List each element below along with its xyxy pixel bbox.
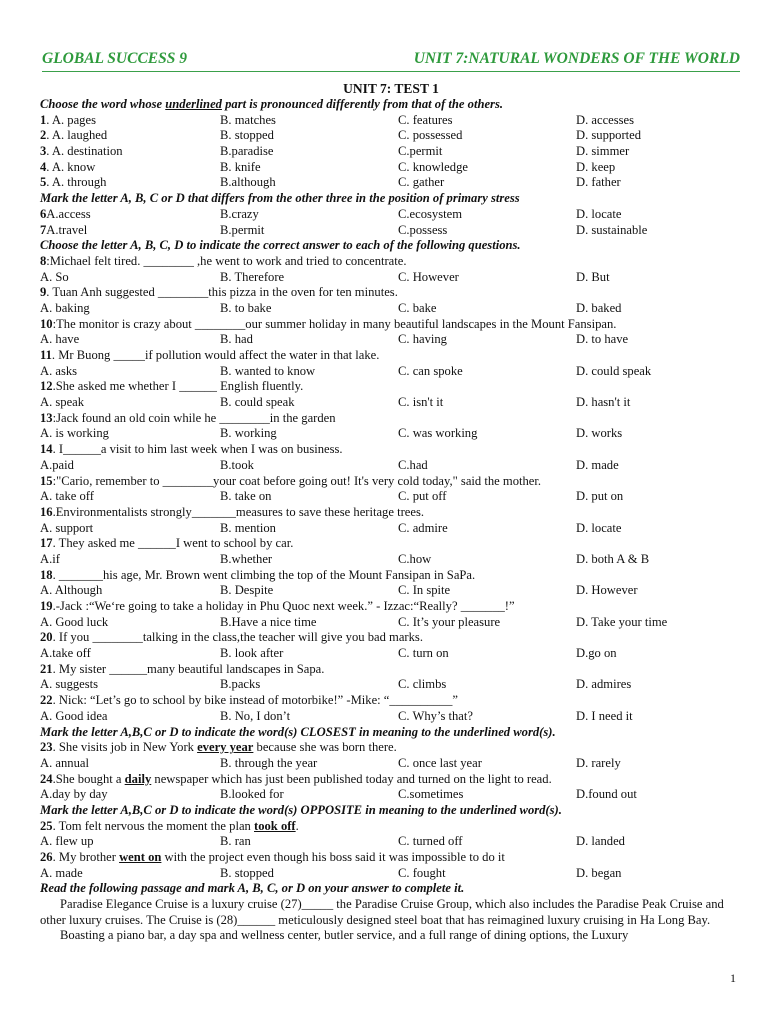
underlined-phrase: daily: [124, 771, 152, 786]
question-text: .Environmentalists strongly_______measures to save these heritage trees.: [52, 504, 425, 519]
option-b: B.crazy: [220, 206, 259, 221]
question-number: 2: [40, 128, 47, 143]
option-a: A.paid: [40, 457, 74, 472]
number-separator: .: [46, 112, 52, 127]
option-a: [40, 144, 123, 160]
question-stem: [40, 442, 742, 458]
options-row: [40, 583, 742, 599]
options-row: [40, 866, 742, 882]
question-text-after: because she was born there.: [253, 740, 397, 755]
option-b: B. had: [220, 332, 253, 347]
question-number: 11: [40, 348, 52, 362]
question-text-before: .She bought a: [52, 771, 125, 786]
question-number: 17: [40, 536, 53, 551]
question-number: 21: [40, 661, 53, 676]
option-b: B. through the year: [220, 755, 318, 770]
page-header: [42, 44, 740, 72]
options-row: [40, 834, 742, 850]
option-a: A. baking: [40, 300, 90, 315]
question-number: 13: [40, 410, 53, 425]
section-instruction-stress: Mark the letter A, B, C or D that differs from the other three in the position of primary stress: [40, 191, 520, 206]
question-number: 4: [40, 159, 47, 174]
option-b: B. Therefore: [220, 269, 285, 284]
question-text: :"Cario, remember to ________your coat before going out! It's very cold today," said the mother.: [52, 473, 542, 488]
option-d: D. accesses: [576, 112, 635, 127]
option-d: D.found out: [576, 787, 637, 802]
option-b: B. No, I don’t: [220, 708, 291, 723]
option-a: A. annual: [40, 755, 89, 770]
options-row: [40, 709, 742, 725]
option-b: B. ran: [220, 834, 251, 849]
pronunciation-questions: [40, 113, 742, 191]
question-number: 19: [40, 599, 53, 613]
number-separator: .: [46, 159, 52, 174]
option-a: A. take off: [40, 489, 94, 504]
question-text-before: . My brother: [52, 850, 120, 864]
option-a: A. flew up: [40, 834, 94, 849]
option-b: B. look after: [220, 646, 284, 661]
option-c: C. However: [398, 269, 459, 284]
option-a-text: A. know: [51, 159, 96, 174]
question-number: 20: [40, 630, 53, 645]
question-stem: [40, 536, 742, 552]
question-number: 26: [40, 850, 53, 864]
option-c: C.ecosystem: [398, 206, 463, 221]
question-text: :Michael felt tired. ________ ,he went to work and tried to concentrate.: [46, 253, 407, 268]
closest-questions: [40, 740, 742, 803]
section-instruction-mcq: Choose the letter A, B, C, D to indicate the correct answer to each of the following questions.: [40, 238, 521, 253]
options-row: [40, 756, 742, 772]
option-a: A. Good luck: [40, 614, 109, 629]
mcq-questions: [40, 254, 742, 725]
option-d: D. baked: [576, 300, 622, 315]
question-number: 1: [40, 112, 47, 127]
options-row: [40, 677, 742, 693]
option-b: B.paradise: [220, 144, 274, 159]
question-number: 25: [40, 818, 53, 833]
option-b: B.permit: [220, 222, 265, 237]
option-d: D. simmer: [576, 144, 630, 159]
option-b: B.packs: [220, 677, 261, 692]
option-c: C. admire: [398, 520, 448, 535]
stress-questions: [40, 207, 742, 238]
options-row: [40, 787, 742, 803]
question-number: 23: [40, 740, 53, 755]
option-a: A. made: [40, 865, 83, 880]
options-row: [40, 552, 742, 568]
option-b: B.although: [220, 175, 276, 190]
option-d: D. However: [576, 583, 638, 598]
question-number: 15: [40, 473, 53, 488]
option-d: D. began: [576, 865, 622, 880]
underlined-phrase: took off: [254, 818, 296, 833]
question-stem: [40, 568, 742, 584]
question-stem: [40, 474, 742, 490]
option-c: C.possess: [398, 222, 448, 237]
question-stem: [40, 379, 742, 395]
options-row: [40, 489, 742, 505]
option-a: A.day by day: [40, 787, 108, 802]
option-a-text: A.access: [46, 206, 91, 221]
option-a: [40, 175, 106, 191]
question-number: 18: [40, 567, 53, 582]
option-d: D. I need it: [576, 708, 633, 723]
option-b: B. could speak: [220, 395, 295, 410]
option-b: B. stopped: [220, 865, 274, 880]
options-row: [40, 521, 742, 537]
option-d: D. landed: [576, 834, 625, 849]
option-a: A.take off: [40, 646, 91, 661]
option-a: A. asks: [40, 363, 78, 378]
option-c: C. climbs: [398, 677, 447, 692]
question-stem: [40, 348, 742, 364]
question-row: [40, 207, 742, 223]
opposite-questions: [40, 819, 742, 882]
number-separator: .: [46, 144, 52, 159]
section-instruction-opposite: Mark the letter A,B,C or D to indicate the word(s) OPPOSITE in meaning to the underlined word(s).: [40, 802, 562, 817]
options-row: [40, 646, 742, 662]
option-d: D. could speak: [576, 363, 652, 378]
option-b: B.looked for: [220, 787, 284, 802]
option-c: C. put off: [398, 489, 447, 504]
underlined-phrase: every year: [197, 740, 254, 755]
number-separator: .: [46, 175, 52, 190]
question-number: 5: [40, 175, 47, 190]
question-number: 3: [40, 144, 47, 159]
option-a: [40, 207, 91, 223]
page-number: 1: [730, 971, 736, 985]
test-title: UNIT 7: TEST 1: [343, 81, 439, 96]
question-text: :Jack found an old coin while he ________in the garden: [52, 410, 336, 425]
option-a: A. suggests: [40, 677, 99, 692]
option-a: A. have: [40, 332, 80, 347]
underlined-phrase: went on: [119, 850, 162, 864]
option-a: [40, 160, 95, 176]
question-stem: [40, 693, 742, 709]
option-d: D. supported: [576, 128, 642, 143]
question-number: 22: [40, 693, 53, 708]
option-c: C. was working: [398, 426, 478, 441]
option-d: D. made: [576, 457, 619, 472]
question-number: 12: [40, 379, 53, 394]
question-row: [40, 175, 742, 191]
question-row: [40, 128, 742, 144]
question-row: [40, 160, 742, 176]
option-a: A. Although: [40, 583, 103, 598]
question-number: 14: [40, 442, 53, 457]
question-stem: [40, 662, 742, 678]
option-d: D. rarely: [576, 755, 621, 770]
option-d: D. keep: [576, 159, 616, 174]
option-b: B.whether: [220, 551, 273, 566]
question-text: :The monitor is crazy about ________our summer holiday in many beautiful landscapes in the Mount Fansipan.: [52, 316, 617, 331]
option-c: C. knowledge: [398, 159, 468, 174]
option-a: [40, 128, 107, 144]
question-text: .-Jack :“We‘re going to take a holiday in Phu Quoc next week.” - Izzac:“Really? _______!”: [52, 599, 515, 613]
worksheet-content: [40, 80, 742, 944]
option-d: D. admires: [576, 677, 632, 692]
option-c: C. can spoke: [398, 363, 463, 378]
section-instruction-pronunciation: Choose the word whose underlined part is pronounced differently from that of the others.: [40, 97, 504, 111]
question-text: . Mr Buong _____if pollution would affect the water in that lake.: [51, 348, 380, 362]
question-number: 8: [40, 253, 47, 268]
question-number: 7: [40, 222, 47, 237]
question-text: . I______a visit to him last week when I was on business.: [52, 442, 343, 457]
options-row: [40, 301, 742, 317]
option-d: D. both A & B: [576, 551, 650, 566]
question-text: . Nick: “Let’s go to school by bike instead of motorbike!” -Mike: “__________”: [52, 693, 458, 708]
option-c: C.how: [398, 551, 432, 566]
option-d: D. father: [576, 175, 621, 190]
question-number: 10: [40, 316, 53, 331]
option-b: B. stopped: [220, 128, 274, 143]
question-text-after: .: [295, 818, 299, 833]
section-instruction-passage: Read the following passage and mark A, B, C, or D on your answer to complete it.: [40, 881, 465, 896]
option-b: B. take on: [220, 489, 272, 504]
option-c: C. turn on: [398, 646, 449, 661]
question-number: 24: [40, 771, 53, 786]
option-d: D. put on: [576, 489, 624, 504]
question-stem: [40, 819, 742, 835]
option-a: [40, 223, 87, 239]
option-b: B. Despite: [220, 583, 274, 598]
option-b: B. working: [220, 426, 277, 441]
option-d: D. sustainable: [576, 222, 648, 237]
options-row: [40, 426, 742, 442]
option-c: C. Why’s that?: [398, 708, 473, 723]
question-text: . Tuan Anh suggested ________this pizza in the oven for ten minutes.: [46, 285, 398, 300]
option-c: C. It’s your pleasure: [398, 614, 501, 629]
question-number: 9: [40, 285, 47, 300]
question-text-before: . Tom felt nervous the moment the plan: [52, 818, 254, 833]
option-d: D.go on: [576, 646, 617, 661]
option-d: D. hasn't it: [576, 395, 631, 410]
option-a-text: A. laughed: [51, 128, 108, 143]
question-stem: [40, 254, 742, 270]
option-c: C. bake: [398, 300, 437, 315]
number-separator: .: [46, 128, 52, 143]
options-row: [40, 458, 742, 474]
option-a: A. So: [40, 269, 69, 284]
question-stem: [40, 317, 742, 333]
option-a: A.if: [40, 551, 60, 566]
question-text: . They asked me ______I went to school by car.: [52, 536, 294, 551]
option-c: C. turned off: [398, 834, 463, 849]
option-c: C.sometimes: [398, 787, 464, 802]
options-row: [40, 395, 742, 411]
question-row: [40, 144, 742, 160]
option-a-text: A. through: [51, 175, 107, 190]
question-stem: [40, 411, 742, 427]
question-stem: [40, 599, 742, 615]
option-b: B.Have a nice time: [220, 614, 317, 629]
question-row: [40, 223, 742, 239]
option-a: A. is working: [40, 426, 109, 441]
question-text: . If you ________talking in the class,the teacher will give you bad marks.: [52, 630, 423, 645]
header-right: UNIT 7:NATURAL WONDERS OF THE WORLD: [413, 50, 740, 67]
option-d: D. But: [576, 269, 610, 284]
passage-paragraph-1: Paradise Elegance Cruise is a luxury cruise (27)_____ the Paradise Cruise Group, which also includes the Paradise Peak Cruise and other luxury cruises. The Cruise is (28)______ meticulously designed steel boat that has reimagined luxury cruising in Ha Long Bay.: [40, 897, 724, 927]
option-a: [40, 113, 96, 129]
question-stem: [40, 630, 742, 646]
question-text-after: with the project even though his boss said it was impossible to do it: [161, 850, 505, 864]
option-a-text: A. pages: [51, 112, 96, 127]
option-d: D. Take your time: [576, 614, 668, 629]
option-c: C.had: [398, 457, 428, 472]
option-a: A. support: [40, 520, 94, 535]
option-d: D. locate: [576, 520, 622, 535]
header-left: GLOBAL SUCCESS 9: [42, 50, 187, 67]
options-row: [40, 270, 742, 286]
option-c: C. having: [398, 332, 447, 347]
option-c: C. once last year: [398, 755, 482, 770]
option-c: C. In spite: [398, 583, 451, 598]
option-d: D. works: [576, 426, 623, 441]
option-a-text: A.travel: [46, 222, 88, 237]
question-number: 6: [40, 206, 47, 221]
option-c: C. fought: [398, 865, 446, 880]
option-d: D. locate: [576, 206, 622, 221]
option-c: C. isn't it: [398, 395, 444, 410]
option-a: A. speak: [40, 395, 85, 410]
option-c: C. gather: [398, 175, 445, 190]
option-a-text: A. destination: [51, 144, 123, 159]
option-b: B. wanted to know: [220, 363, 316, 378]
question-row: [40, 113, 742, 129]
options-row: [40, 364, 742, 380]
option-c: C.permit: [398, 144, 443, 159]
passage-paragraph-2: Boasting a piano bar, a day spa and wellness center, butler service, and a full range of dining options, the Luxury: [60, 928, 629, 943]
question-stem: [40, 285, 742, 301]
section-instruction-closest: Mark the letter A,B,C or D to indicate the word(s) CLOSEST in meaning to the underlined word(s).: [40, 724, 556, 739]
question-stem: [40, 505, 742, 521]
option-b: B. matches: [220, 112, 276, 127]
question-number: 16: [40, 504, 53, 519]
question-stem: [40, 850, 742, 866]
option-b: B.took: [220, 457, 254, 472]
question-text: . _______his age, Mr. Brown went climbing the top of the Mount Fansipan in SaPa.: [52, 567, 476, 582]
question-text: . My sister ______many beautiful landscapes in Sapa.: [52, 661, 325, 676]
option-a: A. Good idea: [40, 708, 108, 723]
option-d: D. to have: [576, 332, 629, 347]
question-stem: [40, 772, 742, 788]
options-row: [40, 615, 742, 631]
question-text-after: newspaper which has just been published today and turned on the light to read.: [151, 771, 552, 786]
question-text-before: . She visits job in New York: [52, 740, 198, 755]
options-row: [40, 332, 742, 348]
option-c: C. possessed: [398, 128, 463, 143]
option-b: B. to bake: [220, 300, 272, 315]
question-stem: [40, 740, 742, 756]
question-text: .She asked me whether I ______ English fluently.: [52, 379, 304, 394]
option-b: B. mention: [220, 520, 276, 535]
option-b: B. knife: [220, 159, 261, 174]
option-c: C. features: [398, 112, 453, 127]
